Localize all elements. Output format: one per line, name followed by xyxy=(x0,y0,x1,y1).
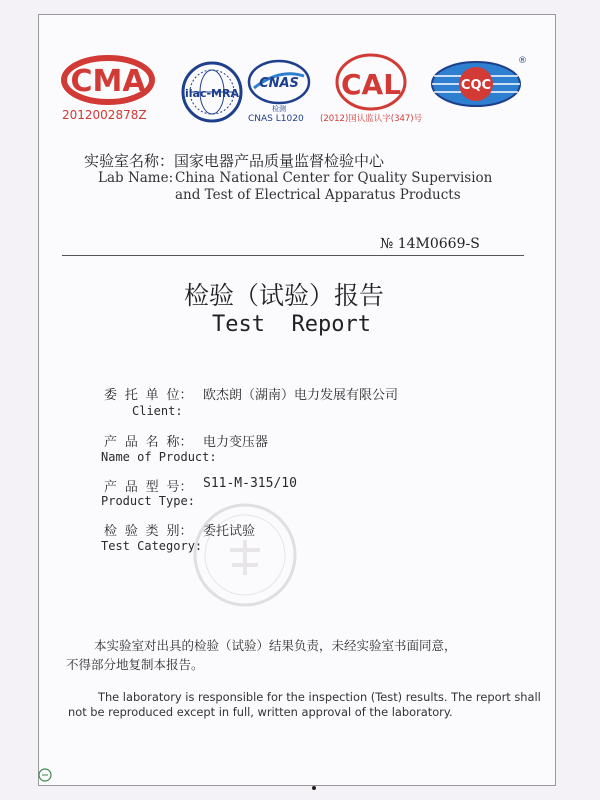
ilac-mra-logo xyxy=(180,60,244,124)
cnas-sub1: 检测 xyxy=(272,105,286,113)
cal-text: CAL xyxy=(340,68,402,101)
notice-zh-line1: 本实验室对出具的检验（试验）结果负责，未经实验室书面同意， xyxy=(94,638,457,653)
cqc-registered: ® xyxy=(518,56,527,66)
cma-text: CMA xyxy=(70,64,146,99)
lab-name-zh xyxy=(84,150,384,171)
title-zh: 检验（试验）报告 xyxy=(184,281,385,310)
cqc-text: CQC xyxy=(460,78,492,93)
cma-logo xyxy=(60,54,156,124)
lab-name-label-zh: 实验室名称： xyxy=(84,152,175,170)
footer-circle-mark-icon xyxy=(38,768,52,782)
cqc-logo xyxy=(428,58,528,118)
product-type-label-en: Product Type: xyxy=(101,494,195,508)
lab-name-en-line1: China National Center for Quality Supervision xyxy=(175,170,493,186)
client-label-en: Client: xyxy=(132,404,183,418)
report-number xyxy=(380,236,480,252)
product-type-value: S11-M-315/10 xyxy=(203,476,297,491)
cma-code: 2012002878Z xyxy=(62,108,147,122)
test-category-value: 委托试验 xyxy=(203,524,256,539)
cnas-code: CNAS L1020 xyxy=(248,114,304,124)
notice-en-line1: The laboratory is responsible for the inspection (Test) results. The report shall xyxy=(98,690,541,704)
notice-zh-line2: 不得部分地复制本报告。 xyxy=(66,657,204,672)
cnas-text: CNAS xyxy=(259,76,299,91)
test-category-label-en: Test Category: xyxy=(101,539,203,553)
lab-name-value-zh: 国家电器产品质量监督检验中心 xyxy=(174,152,385,170)
cal-logo xyxy=(316,52,426,126)
test-category-label-zh: 检 验 类 别： xyxy=(104,524,193,539)
ilac-text: ilac-MRA xyxy=(185,87,239,100)
cma-mark xyxy=(60,54,156,106)
report-number-symbol: № xyxy=(380,236,394,252)
report-number-value: 14M0669-S xyxy=(397,236,480,252)
product-name-value: 电力变压器 xyxy=(203,435,269,450)
title-en: Test Report xyxy=(212,312,371,337)
header-divider xyxy=(62,255,524,256)
cal-code: (2012)国认监认字(347)号 xyxy=(320,114,423,124)
notice-en-line2: not be reproduced except in full, written approval of the laboratory. xyxy=(68,705,453,719)
bottom-dot xyxy=(312,786,316,790)
product-name-label-zh: 产 品 名 称： xyxy=(104,435,193,450)
product-type-label-zh: 产 品 型 号： xyxy=(104,480,193,495)
product-name-label-en: Name of Product: xyxy=(101,450,217,464)
seal-stamp xyxy=(190,500,300,610)
lab-name-en-line2: and Test of Electrical Apparatus Products xyxy=(175,187,461,203)
client-label-zh: 委 托 单 位： xyxy=(104,388,193,403)
cnas-logo xyxy=(246,58,312,126)
lab-name-label-en: Lab Name: xyxy=(98,170,174,186)
client-value: 欧杰朗（湖南）电力发展有限公司 xyxy=(203,388,399,403)
